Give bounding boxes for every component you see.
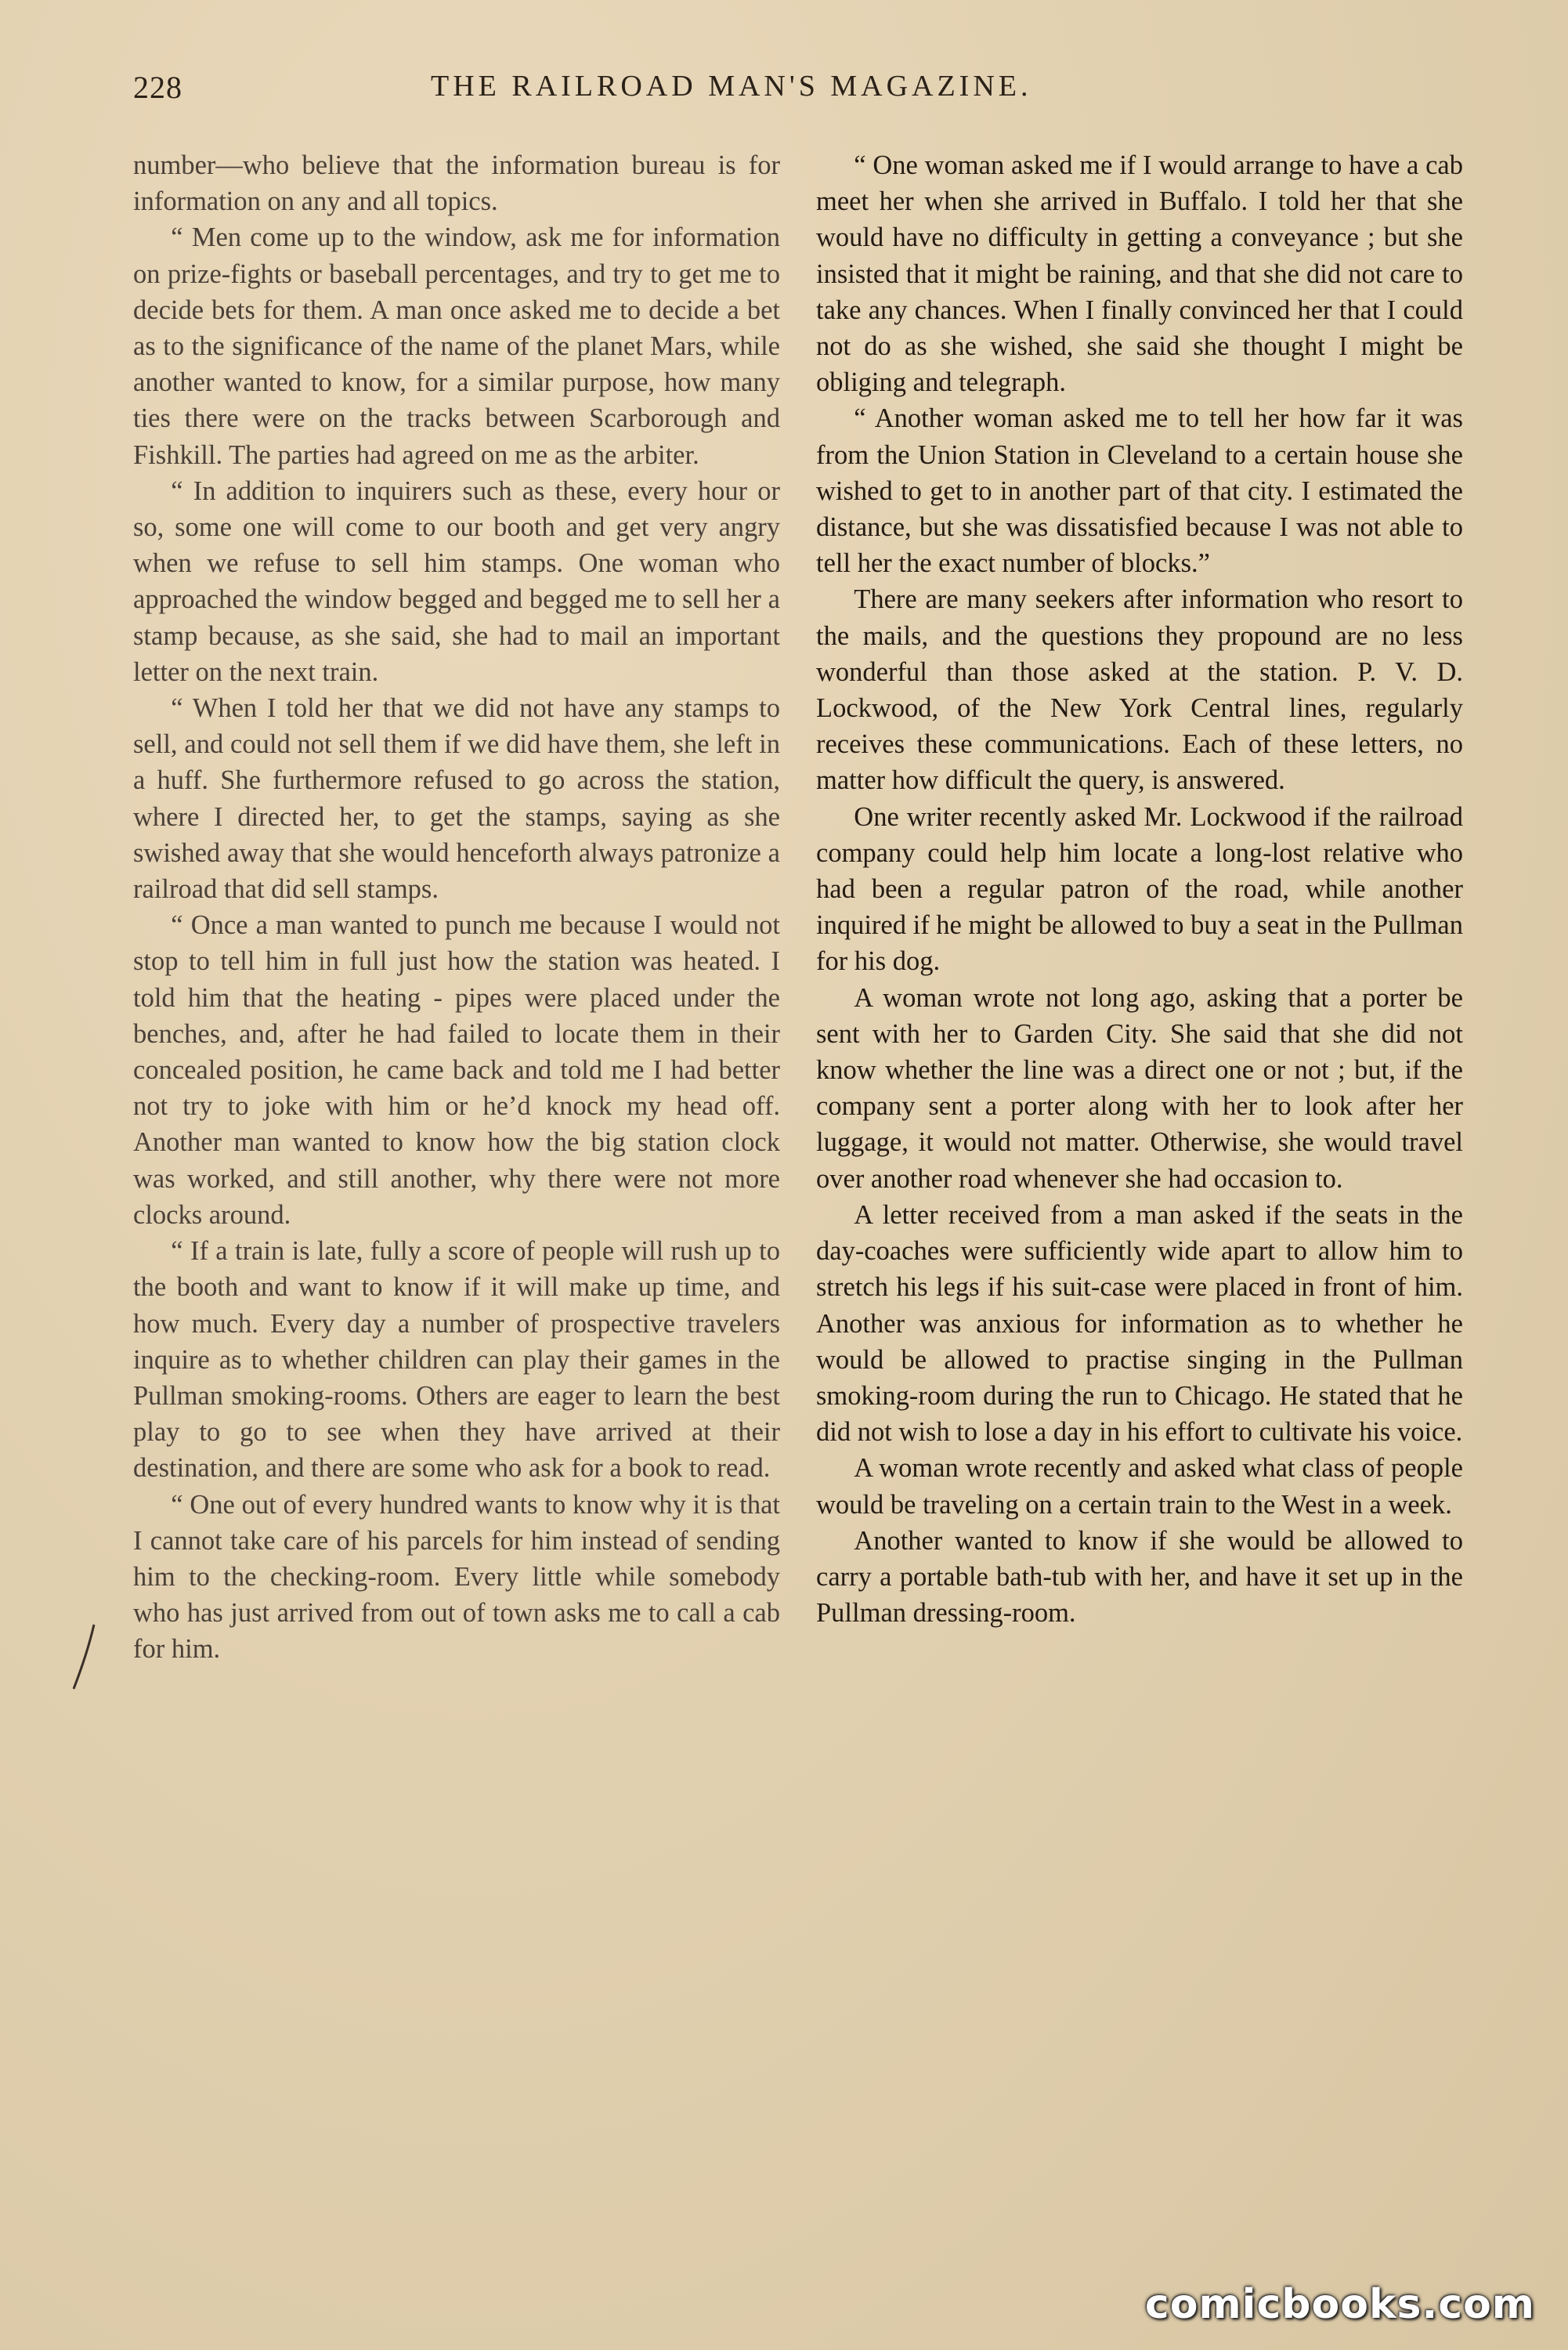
paragraph: There are many seekers after information who resort to the mails, and the questions they propound are no less wonderful than those asked at the station. P. V. D. Lockwood, of the New York Central lines, regularly receives these communications. Each of these letters, no matter how difficult the query, is answered. [816, 584, 1463, 796]
right-column [816, 147, 1463, 1631]
paragraph: “ If a train is late, fully a score of people will rush up to the booth and want to know if it will make up time, and how much. Every day a number of prospective travelers inquire as to whether children can play their games in the Pullman smoking-rooms. Others are eager to learn the best play to go to see when they have arrived at their destination, and there are some who ask for a book to read. [133, 1236, 780, 1484]
paragraph: One writer recently asked Mr. Lockwood if the railroad company could help him locate a long-lost relative who had been a regular patron of the road, while another inquired if he might be allowed to buy a seat in the Pullman for his dog. [816, 801, 1463, 977]
paragraph: “ Another woman asked me to tell her how far it was from the Union Station in Cleveland to a certain house she wished to get to in another part of that city. I estimated the distance, but she was dissatisfied because I was not able to tell her the exact number of blocks.” [816, 403, 1463, 579]
left-column [133, 147, 780, 1668]
paragraph: “ When I told her that we did not have any stamps to sell, and could not sell them if we did have them, she left in a huff. She furthermore refused to go across the station, where I directed her, to get the stamps, saying as she swished away that she would henceforth always patronize a railroad that did sell stamps. [133, 693, 780, 905]
watermark: comicbooks.com [1144, 2281, 1535, 2328]
paragraph: “ Men come up to the window, ask me for information on prize-fights or baseball percentages, and try to get me to decide bets for them. A man once asked me to decide a bet as to the significance of the name of the planet Mars, while another wanted to know, for a similar purpose, how many ties there were on the tracks between Scarborough and Fishkill. The parties had agreed on me as the arbiter. [133, 222, 780, 470]
paragraph: A woman wrote not long ago, asking that a porter be sent with her to Garden City. She said that she did not know whether the line was a direct one or not ; but, if the company sent a porter along with her to look after her luggage, it would not matter. Otherwise, she would travel over another road whenever she had occasion to. [816, 982, 1463, 1194]
paragraph: “ In addition to inquirers such as these, every hour or so, some one will come to our booth and get very angry when we refuse to sell him stamps. One woman who approached the window begged and begged me to sell her a stamp because, as she said, she had to mail an important letter on the next train. [133, 475, 780, 687]
paragraph: A woman wrote recently and asked what class of people would be traveling on a certain train to the West in a week. [816, 1453, 1463, 1520]
paragraph: A letter received from a man asked if the seats in the day-coaches were sufficiently wide apart to allow him to stretch his legs if his suit-case were placed in front of him. Another was anxious for information as to whether he would be allowed to practise singing in the Pullman smoking-room during the run to Chicago. He stated that he did not wish to lose a day in his effort to cultivate his voice. [816, 1199, 1463, 1448]
paragraph: number—who believe that the information bureau is for information on any and all topics. [133, 150, 780, 217]
paragraph: “ One woman asked me if I would arrange to have a cab meet her when she arrived in Buffalo. I told her that she would have no difficulty in getting a conveyance ; but she insisted that it might be raining, and that she did not care to take any chances. When I finally convinced her that I could not do as she wished, she said she thought I might be obliging and telegraph. [816, 150, 1463, 398]
paragraph: Another wanted to know if she would be allowed to carry a portable bath-tub with her, and have it set up in the Pullman dressing-room. [816, 1525, 1463, 1629]
paragraph: “ One out of every hundred wants to know why it is that I cannot take care of his parcels for him instead of sending him to the checking-room. Every little while somebody who has just arrived from out of town asks me to call a cab for him. [133, 1489, 780, 1665]
page-header [133, 69, 1465, 116]
running-title: THE RAILROAD MAN'S MAGAZINE. [431, 70, 1032, 103]
paragraph: “ Once a man wanted to punch me because I would not stop to tell him in full just how the station was heated. I told him that the heating - pipes were placed under the benches, and, after he had failed to locate them in their concealed position, he came back and told me I had better not try to joke with him or he’d knock my head off. Another man wanted to know how the big station clock was worked, and still another, why there were not more clocks around. [133, 910, 780, 1230]
page-number: 228 [133, 70, 182, 105]
pen-stroke-mark [69, 1622, 100, 1692]
